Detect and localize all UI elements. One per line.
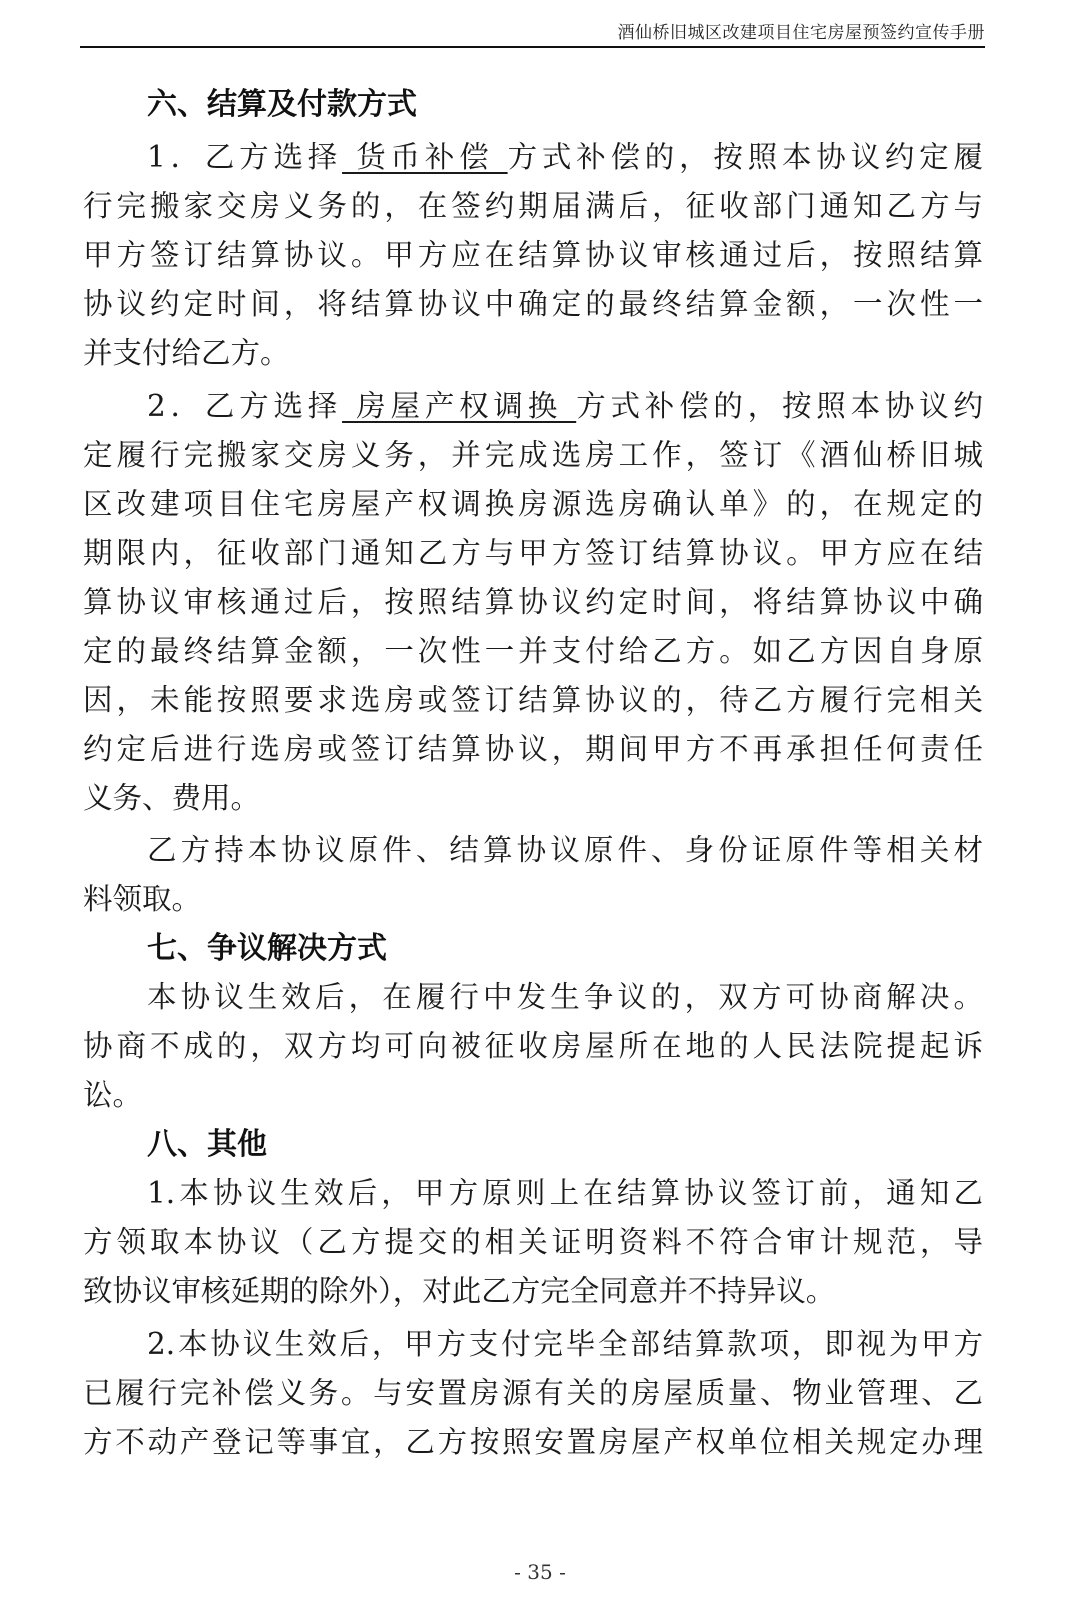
paragraph-line: 并支付给乙方。 bbox=[83, 336, 290, 370]
section-heading-settlement: 六、结算及付款方式 bbox=[147, 87, 417, 122]
paragraph-line: 义务、费用。 bbox=[83, 781, 261, 815]
paragraph-line: 1.本协议生效后，甲方原则上在结算协议签订前，通知乙 bbox=[147, 1176, 983, 1210]
paragraph-line: 2.本协议生效后，甲方支付完毕全部结算款项，即视为甲方 bbox=[147, 1327, 983, 1361]
filled-blank-compensation-method: 房屋产权调换 bbox=[342, 389, 577, 423]
document-title: 酒仙桥旧城区改建项目住宅房屋预签约宣传手册 bbox=[617, 23, 985, 43]
paragraph-line: 协议约定时间，将结算协议中确定的最终结算金额，一次性一 bbox=[83, 287, 983, 321]
paragraph-line: 约定后进行选房或签订结算协议，期间甲方不再承担任何责任 bbox=[83, 732, 983, 766]
paragraph-line: 方领取本协议（乙方提交的相关证明资料不符合审计规范，导 bbox=[83, 1225, 983, 1259]
paragraph-line: 协商不成的，双方均可向被征收房屋所在地的人民法院提起诉 bbox=[83, 1029, 983, 1063]
paragraph-line: 定履行完搬家交房义务，并完成选房工作，签订《酒仙桥旧城 bbox=[83, 438, 983, 472]
paragraph-line: 乙方持本协议原件、结算协议原件、身份证原件等相关材 bbox=[147, 833, 983, 867]
paragraph-line: 已履行完补偿义务。与安置房源有关的房屋质量、物业管理、乙 bbox=[83, 1376, 983, 1410]
clause-prefix: 1．乙方选择 bbox=[147, 140, 343, 174]
paragraph-line: 定的最终结算金额，一次性一并支付给乙方。如乙方因自身原 bbox=[83, 634, 983, 668]
paragraph-line: 区改建项目住宅房屋产权调换房源选房确认单》的，在规定的 bbox=[83, 487, 983, 521]
paragraph-line: 料领取。 bbox=[83, 882, 202, 916]
paragraph-line: 本协议生效后，在履行中发生争议的，双方可协商解决。 bbox=[147, 980, 983, 1014]
section-heading-dispute-resolution: 七、争议解决方式 bbox=[147, 931, 387, 966]
paragraph-line bbox=[83, 133, 983, 182]
paragraph-line: 甲方签订结算协议。甲方应在结算协议审核通过后，按照结算 bbox=[83, 238, 983, 272]
paragraph-line: 行完搬家交房义务的，在签约期届满后，征收部门通知乙方与 bbox=[83, 189, 983, 223]
clause-text: 方式补偿的，按照本协议约 bbox=[576, 389, 983, 423]
paragraph-line: 讼。 bbox=[83, 1078, 143, 1112]
paragraph-line: 算协议审核通过后，按照结算协议约定时间，将结算协议中确 bbox=[83, 585, 983, 619]
paragraph-line: 期限内，征收部门通知乙方与甲方签订结算协议。甲方应在结 bbox=[83, 536, 983, 570]
paragraph-line bbox=[83, 382, 983, 431]
clause-text: 方式补偿的，按照本协议约定履 bbox=[507, 140, 983, 174]
filled-blank-compensation-method: 货币补偿 bbox=[342, 140, 508, 174]
paragraph-line: 方不动产登记等事宜，乙方按照安置房屋产权单位相关规定办理 bbox=[83, 1425, 983, 1459]
page-number: - 35 - bbox=[514, 1560, 566, 1584]
section-heading-other: 八、其他 bbox=[147, 1127, 267, 1162]
running-header bbox=[80, 0, 985, 48]
clause-prefix: 2．乙方选择 bbox=[147, 389, 343, 423]
paragraph-line: 因，未能按照要求选房或签订结算协议的，待乙方履行完相关 bbox=[83, 683, 983, 717]
paragraph-line: 致协议审核延期的除外），对此乙方完全同意并不持异议。 bbox=[83, 1274, 836, 1308]
